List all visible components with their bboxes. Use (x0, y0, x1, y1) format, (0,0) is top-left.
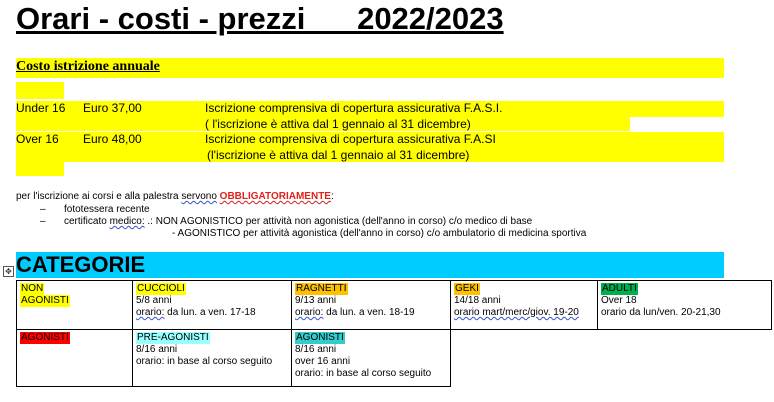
fee-over16-desc: Iscrizione comprensiva di copertura assicurativa F.A.SI (205, 132, 496, 146)
agonisti-age-over: over 16 anni (295, 356, 351, 367)
fee-under16-desc: Iscrizione comprensiva di copertura assicurativa F.A.S.I. (205, 101, 503, 115)
cell-adulti (597, 280, 772, 330)
requirement-agonistico: - AGONISTICO per attività agonistica (dell'anno in corso) c/o ambulatorio di medicina sportiva (172, 228, 587, 239)
requirement-certificate-word: certificato (64, 216, 107, 227)
ragnetti-orario (295, 307, 447, 319)
agonisti-age: 8/16 anni (295, 344, 337, 355)
move-handle-icon[interactable]: ✥ (3, 266, 14, 277)
cuccioli-orario-label: orario: (136, 307, 165, 318)
highlight-band-spacer (16, 82, 64, 99)
requirement-non-agonistico: NON AGONISTICO per attività non agonistica (dell'anno in corso) c/o medico di base (155, 216, 533, 227)
non-agonisti-line2: AGONISTI (21, 295, 69, 306)
requirement-dots: .: (144, 216, 156, 227)
geki-age: 14/18 anni (454, 295, 501, 306)
ragnetti-orario-rest: da lun. a ven. 18-19 (323, 307, 415, 318)
cuccioli-age: 5/8 anni (136, 295, 172, 306)
costo-heading: Costo istrizione annuale (16, 59, 160, 74)
requirements-intro (16, 190, 334, 203)
requirement-medico-word: medico: (109, 216, 145, 227)
bullet-dash-1: – (40, 204, 46, 215)
cell-agonisti-label (16, 329, 133, 387)
adulti-name: ADULTI (602, 283, 637, 294)
fee-over16-note: (l'iscrizione è attiva dal 1 gennaio al 31 dicembre) (207, 148, 470, 162)
cuccioli-orario (136, 307, 288, 319)
cuccioli-orario-rest: da lun. a ven. 17-18 (164, 307, 256, 318)
cell-agonisti (291, 329, 451, 387)
pre-agonisti-name: PRE-AGONISTI (137, 332, 209, 343)
cell-geki (450, 280, 598, 330)
agonisti-name: AGONISTI (296, 332, 344, 343)
ragnetti-name: RAGNETTI (296, 283, 347, 294)
agonisti-label: AGONISTI (21, 332, 69, 343)
cuccioli-name: CUCCIOLI (137, 283, 185, 294)
geki-name: GEKI (455, 283, 479, 294)
fee-under16-age: Under 16 (16, 101, 66, 115)
cell-non-agonisti (16, 280, 133, 330)
ragnetti-age: 9/13 anni (295, 295, 337, 306)
requirements-intro-text: per l'iscrizione ai corsi e alla palestra (16, 191, 182, 202)
requirements-servono: servono (181, 191, 217, 202)
requirements-colon: : (330, 191, 334, 202)
requirement-photo: fototessera recente (64, 204, 150, 215)
page-title: Orari - costi - prezzi 2022/2023 (16, 1, 504, 36)
geki-orario: orario mart/merc/giov. 19-20 (454, 307, 579, 318)
agonisti-orario: orario: in base al corso seguito (295, 368, 432, 379)
fee-under16-note: ( l'iscrizione è attiva dal 1 gennaio al 31 dicembre) (205, 117, 471, 131)
cell-cuccioli (132, 280, 292, 330)
adulti-orario: orario da lun/ven. 20-21,30 (601, 307, 721, 318)
cell-pre-agonisti (132, 329, 292, 387)
pre-agonisti-orario: orario: in base al corso seguito (136, 356, 273, 367)
fee-over16-price: Euro 48,00 (83, 132, 142, 146)
highlight-band-spacer-2 (16, 162, 64, 176)
non-agonisti-line1: NON (21, 283, 44, 294)
bullet-dash-2: – (40, 216, 46, 227)
fee-under16-price: Euro 37,00 (83, 101, 142, 115)
categorie-title: CATEGORIE (16, 252, 146, 277)
ragnetti-orario-label: orario: (295, 307, 324, 318)
requirements-obbligatoriamente: OBBLIGATORIAMENTE (219, 191, 331, 202)
cell-ragnetti (291, 280, 451, 330)
fee-over16-age: Over 16 (16, 132, 59, 146)
adulti-age: Over 18 (601, 295, 637, 306)
pre-agonisti-age: 8/16 anni (136, 344, 178, 355)
